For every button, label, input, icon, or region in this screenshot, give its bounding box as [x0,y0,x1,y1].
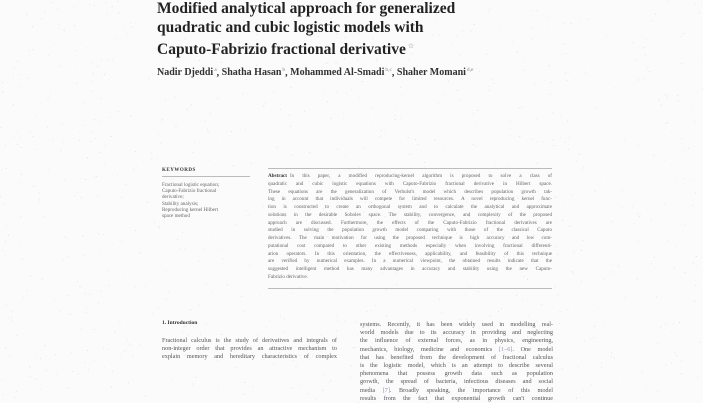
title-line [157,37,517,60]
keyword-line: Fractional logistic equation; [162,182,220,188]
body-text: results from the fact that exponential growth can't continue [360,394,553,402]
abstract-line: tion is constructed to create an orthogonal system and to calculate the analytical and approximate [268,204,552,210]
body-line [360,387,553,395]
author-separator: , [391,67,397,79]
body-line: explain memory and hereditary characteristics of complex [162,353,337,361]
author-list [157,67,557,78]
body-column-left [162,337,337,362]
abstract-line [268,173,552,181]
keyword-line: Stability analysis; [162,200,199,207]
abstract-line: ing in account that individuals will compete for limited resources. A novel reproducing kernel func- [268,196,552,203]
abstract-line: derivatives. The main motivation for using the proposed technique is high accuracy and low com- [268,235,552,241]
keyword-line: Caputo-Fabrizio fractional [162,188,217,195]
author[interactable] [157,67,217,78]
body-line: non-integer order that provides an attractive mechanism to [162,345,337,353]
body-line [360,378,553,386]
author-affiliation: a [214,67,217,73]
abstract-line: suggested intelligent method has many advantages in accuracy and stability using the new Caputo- [268,266,552,272]
body-text: systems. Recently, it has been widely used in modelling real- [360,321,553,328]
citation-link[interactable]: [7] [382,386,390,394]
citation-link[interactable]: [1–6] [498,345,513,353]
body-text: . One model [512,345,553,353]
keywords-heading: KEYWORDS [162,168,250,177]
body-line [360,354,553,362]
author-name: Shatha Hasan [221,67,282,79]
body-line [360,329,553,337]
body-text: . Broadly speaking, the importance of this model [389,386,553,394]
paper-title [157,0,517,60]
abstract-label: Abstract [268,173,287,179]
abstract-divider [268,288,552,289]
body-line [360,395,553,403]
abstract-line: ation operators. In this orientation, the effectiveness, applicability, and feasibility of this technique [268,250,552,257]
abstract-block [268,168,552,289]
author-name: Mohammed Al-Smadi [290,67,385,79]
abstract-line: are verified by numerical examples. In a numerical viewpoint, the obtained results indicate that the [268,258,552,265]
title-line: Modified analytical approach for generalized [157,0,456,17]
abstract-line: approach are discussed. Furthermore, the effects of the Caputo-Fabrizio fractional derivatives are [268,219,552,226]
author[interactable] [290,67,392,78]
body-line [360,346,553,354]
title-line: quadratic and cubic logistic models with [157,18,424,36]
abstract-line: These equations are the generalization of Verhulst's model which describes population growth tak- [268,188,552,195]
abstract-text: In this paper, a modified reproducing-kernel algorithm is proposed to solve a class of [289,173,552,179]
keyword-line: space method [162,213,190,220]
keywords-box [162,168,250,219]
abstract-line: putational cost compared to other existing methods especially when involving fractional differenti- [268,242,552,249]
body-line [360,337,553,345]
body-text: world models due to its accuracy in providing and neglecting [360,329,553,337]
title-text: Caputo-Fabrizio fractional derivative [157,41,406,59]
abstract-line: solutions in the desirable Sobolev space. The stability, convergence, and complexity of the proposed [268,211,552,218]
author-separator: , [216,67,222,79]
section-heading: 1. Introduction [162,320,198,326]
body-text: growth, the spread of bacteria, infectious diseases and social [360,378,553,386]
body-text: the influence of external forces, as in physics, engineering, [360,337,553,345]
body-text: phenomena that possess growth data such as population [360,370,553,378]
keyword-line: Reproducing kernel Hilbert [162,206,219,213]
body-text: mechanics, biology, medicine and economics [360,345,499,353]
keyword-line: derivative; [162,194,184,201]
author-affiliation: b,c [385,67,392,73]
author-name: Nadir Djeddi [157,67,214,79]
author-name: Shaher Momani [396,67,466,79]
author[interactable] [397,67,474,78]
author-affiliation: d,e [466,67,474,73]
abstract-line: Fabrizio derivative. [268,273,308,280]
title-footnote-mark[interactable]: ☆ [407,42,415,50]
body-line [360,362,553,370]
body-column-right [360,321,553,403]
body-line [360,321,553,329]
abstract-line: studied in solving the population growth model comparing with those of the classical Caputo [268,227,552,234]
body-text: is the logistic model, which is an attempt to describe several [360,362,553,370]
body-line [360,370,553,378]
author-separator: , [285,67,291,79]
body-text: media [360,386,383,394]
body-text: that has benefited from the development of fractional calculus [360,353,553,361]
author-affiliation: b [282,67,286,73]
author[interactable] [222,67,286,78]
body-line: Fractional calculus is the study of derivatives and integrals of [162,337,337,344]
abstract-line: quadratic and cubic logistic equations with Caputo-Fabrizio fractional derivative in Hilbert space. [268,180,552,187]
